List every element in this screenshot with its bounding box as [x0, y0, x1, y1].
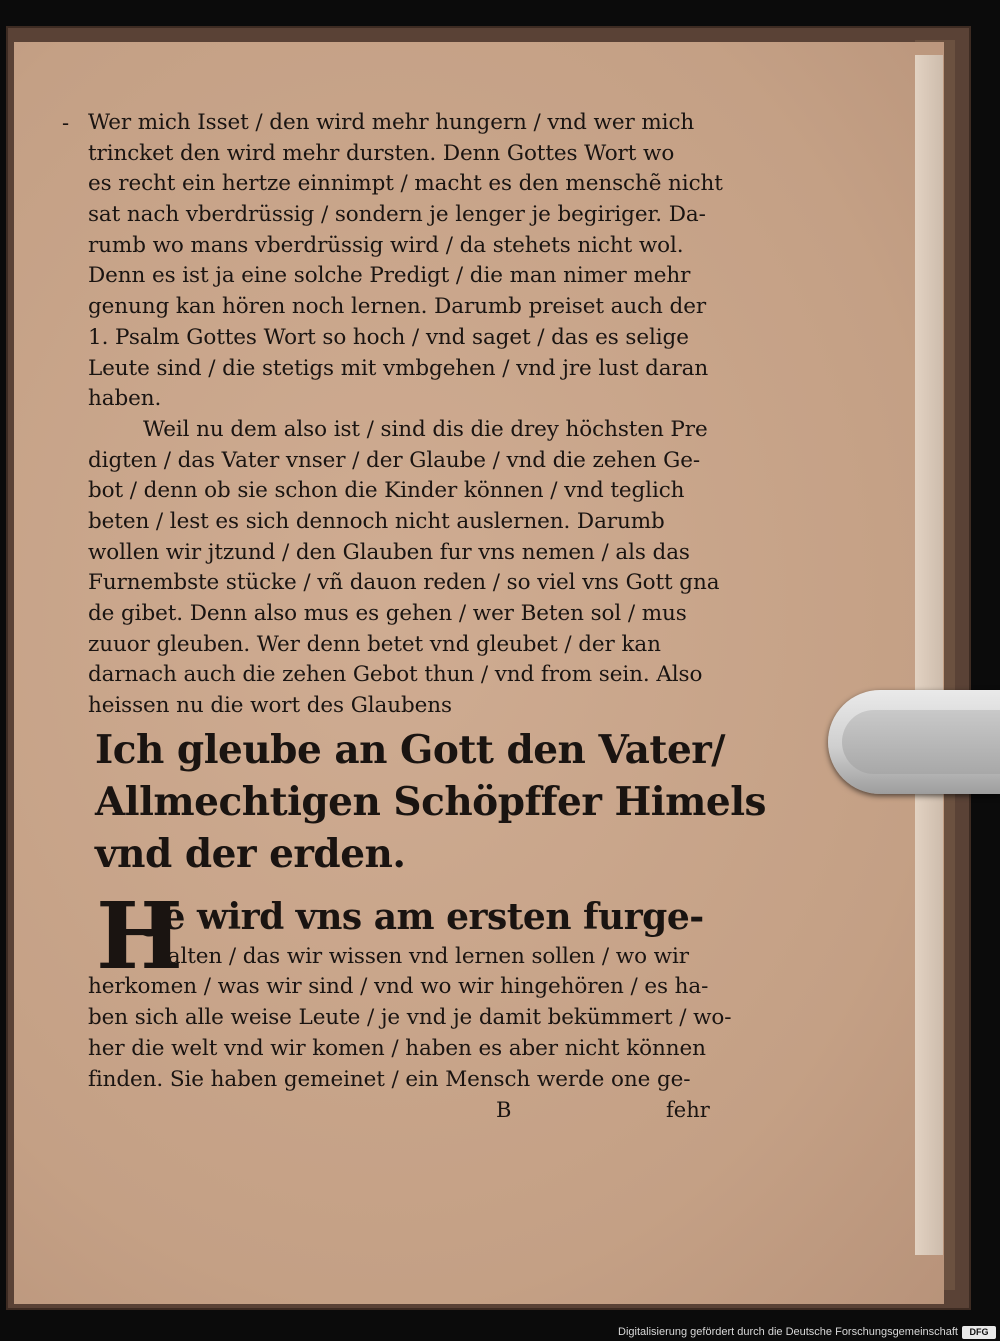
heading-line: vnd der erden.	[95, 830, 406, 877]
text-line: es recht ein hertze einnimpt / macht es den menschẽ nicht	[88, 171, 723, 197]
text-line: bot / denn ob sie schon die Kinder können / vnd teglich	[88, 478, 685, 504]
text-line: genung kan hören noch lernen. Darumb preiset auch der	[88, 294, 706, 320]
text-line: finden. Sie haben gemeinet / ein Mensch werde one ge-	[88, 1066, 691, 1092]
text-line: zuuor gleuben. Wer denn betet vnd gleubet / der kan	[88, 631, 661, 657]
margin-dash: -	[62, 111, 70, 135]
text-line: halten / das wir wissen vnd lernen sollen / wo wir	[154, 943, 689, 969]
creed-heading	[88, 724, 766, 880]
text-line: heissen nu die wort des Glaubens	[88, 693, 452, 719]
text-line: Wer mich Isset / den wird mehr hungern / vnd wer mich	[88, 110, 695, 135]
text-line: beten / lest es sich dennoch nicht auslernen. Darumb	[88, 508, 665, 534]
footer-credit: Digitalisierung gefördert durch die Deutsche Forschungsgemeinschaft	[618, 1326, 958, 1338]
page-clip-inner	[842, 710, 1000, 774]
text-line: Denn es ist ja eine solche Predigt / die man nimer mehr	[88, 263, 691, 289]
signature-mark: B	[496, 1098, 512, 1123]
text-line: ben sich alle weise Leute / je vnd je damit bekümmert / wo-	[88, 1005, 732, 1031]
drop-cap: H	[96, 881, 183, 990]
page-footer-line	[88, 1095, 708, 1126]
heading-line: Allmechtigen Schöpffer Himels	[95, 778, 766, 825]
text-line: 1. Psalm Gottes Wort so hoch / vnd saget / das es selige	[88, 324, 689, 350]
text-line: her die welt vnd wir komen / haben es aber nicht können	[88, 1035, 706, 1061]
text-line: Leute sind / die stetigs mit vmbgehen / vnd jre lust daran	[88, 355, 709, 381]
text-line: darnach auch die zehen Gebot thun / vnd from sein. Also	[88, 662, 703, 688]
text-line: haben.	[88, 386, 162, 412]
paragraph-2-first-line: Je wird vns am ersten furge-	[146, 895, 704, 938]
catchword: fehr	[666, 1098, 710, 1123]
text-line: herkomen / was wir sind / vnd wo wir hingehören / es ha-	[88, 974, 709, 1000]
heading-line: Ich gleube an Gott den Vater/	[95, 726, 726, 773]
text-line: wollen wir jtzund / den Glauben fur vns nemen / als das	[88, 539, 690, 565]
page-clip	[828, 690, 1000, 794]
text-line: Weil nu dem also ist / sind dis die drey höchsten Pre	[143, 416, 708, 442]
text-line: sat nach vberdrüssig / sondern je lenger je begiriger. Da-	[88, 202, 706, 228]
text-line: de gibet. Denn also mus es gehen / wer Beten sol / mus	[88, 601, 687, 626]
text-line: Furnembste stücke / vñ dauon reden / so viel vns Gott gna	[88, 570, 720, 596]
text-line: trincket den wird mehr dursten. Denn Gottes Wort wo	[88, 140, 675, 166]
page-text-block	[62, 108, 766, 1126]
page-edge	[915, 55, 943, 1255]
text-line: digten / das Vater vnser / der Glaube / vnd die zehen Ge-	[88, 447, 701, 473]
dfg-logo: DFG	[962, 1326, 996, 1339]
paragraph-1	[88, 108, 723, 722]
text-line: rumb wo mans vberdrüssig wird / da stehets nicht wol.	[88, 232, 684, 258]
paragraph-2	[88, 881, 732, 1095]
